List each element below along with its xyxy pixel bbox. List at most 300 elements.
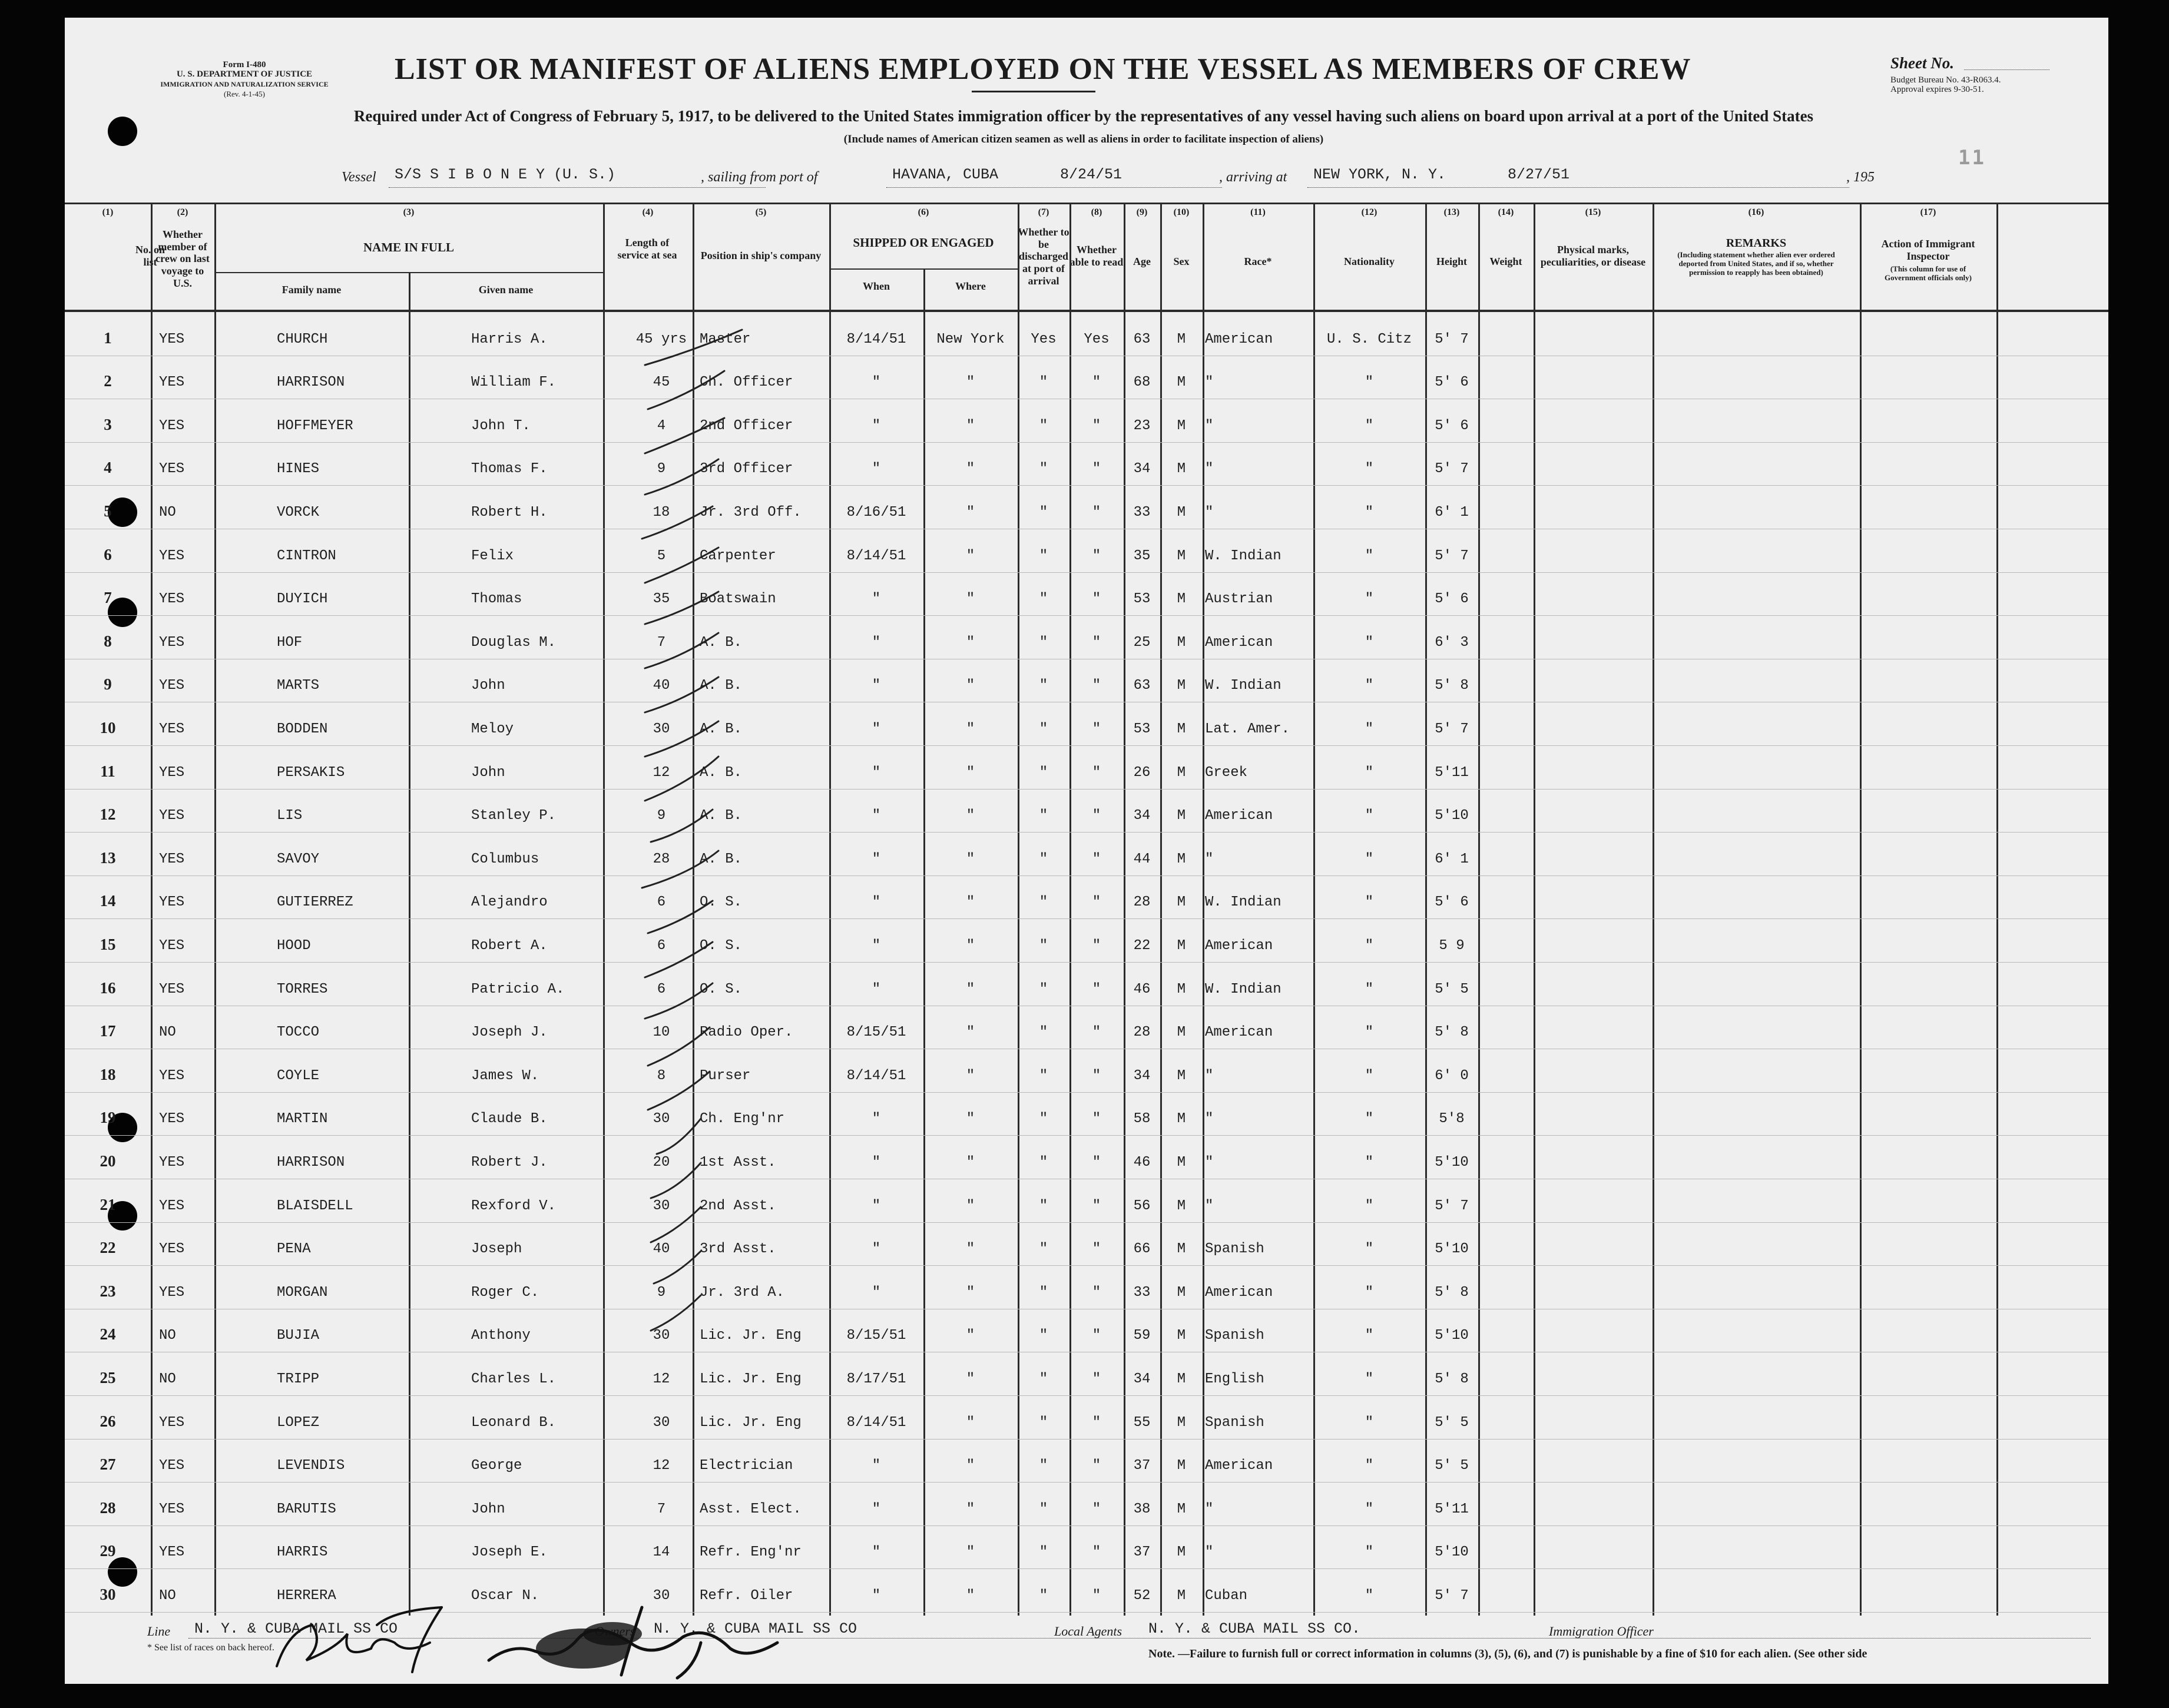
cell-nat: " — [1365, 504, 1374, 520]
cell-no: 5 — [104, 502, 112, 520]
cell-race: American — [1205, 331, 1273, 347]
cell-read: " — [1092, 1198, 1101, 1214]
cell-given: Leonard B. — [471, 1414, 557, 1431]
cell-when: " — [872, 461, 881, 477]
cell-age: 34 — [1133, 1371, 1151, 1387]
cell-sex: M — [1177, 678, 1186, 694]
footer-owners-value: N. Y. & CUBA MAIL SS CO — [654, 1620, 857, 1637]
cell-disch: " — [1039, 634, 1048, 651]
cell-race: American — [1205, 1284, 1273, 1301]
header-given-name: Given name — [478, 284, 534, 296]
col-num: (3) — [403, 207, 415, 217]
cell-when: 8/15/51 — [846, 1328, 906, 1344]
cell-family: HARRISON — [277, 374, 345, 391]
cell-nat: " — [1365, 548, 1374, 564]
subtitle: Required under Act of Congress of February 5, 1917, to be delivered to the United States immigration officer by the representatives of any vessel having such aliens on board upon arrival at a port of the United States — [353, 107, 1814, 125]
cell-height: 5' 6 — [1435, 417, 1469, 434]
cell-no: 2 — [104, 372, 112, 390]
cell-disch: " — [1039, 1024, 1048, 1041]
cell-sex: M — [1177, 1284, 1186, 1301]
footer-line-label: Line — [147, 1624, 171, 1639]
cell-disch: " — [1039, 461, 1048, 477]
header-remarks: REMARKS — [1726, 237, 1787, 250]
cell-read: " — [1092, 417, 1101, 434]
cell-age: 22 — [1133, 937, 1151, 954]
cell-position: O. S. — [700, 894, 743, 911]
cell-when: " — [872, 1284, 881, 1301]
cell-height: 5'10 — [1435, 1154, 1469, 1170]
cell-race: " — [1205, 417, 1214, 434]
department: U. S. DEPARTMENT OF JUSTICE — [176, 69, 313, 79]
cell-service: 12 — [653, 1458, 670, 1474]
cell-where: " — [966, 591, 975, 608]
cell-position: Master — [700, 331, 751, 347]
cell-member: YES — [159, 374, 185, 391]
cell-where: " — [966, 1371, 975, 1387]
cell-no: 22 — [100, 1239, 116, 1257]
cell-family: LOPEZ — [277, 1414, 320, 1431]
cell-family: HERRERA — [277, 1587, 336, 1604]
cell-height: 5' 6 — [1435, 591, 1469, 608]
cell-height: 5' 7 — [1435, 331, 1469, 347]
cell-member: YES — [159, 1198, 185, 1214]
cell-age: 55 — [1133, 1414, 1151, 1431]
cell-service: 30 — [653, 1328, 670, 1344]
cell-sex: M — [1177, 981, 1186, 997]
cell-nat: " — [1365, 1284, 1374, 1301]
cell-sex: M — [1177, 548, 1186, 564]
cell-service: 30 — [653, 1111, 670, 1127]
cell-race: W. Indian — [1205, 678, 1281, 694]
cell-no: 9 — [104, 675, 112, 694]
cell-read: " — [1092, 1284, 1101, 1301]
cell-where: " — [966, 808, 975, 824]
cell-nat: " — [1365, 851, 1374, 867]
cell-member: YES — [159, 1501, 185, 1517]
cell-race: Lat. Amer. — [1205, 721, 1290, 737]
cell-given: Columbus — [471, 851, 539, 867]
cell-no: 6 — [104, 545, 112, 563]
cell-given: James W. — [471, 1067, 539, 1084]
cell-read: " — [1092, 1501, 1101, 1517]
header-race: Race* — [1244, 256, 1272, 267]
cell-race: " — [1205, 1501, 1214, 1517]
cell-when: " — [872, 1458, 881, 1474]
cell-when: " — [872, 894, 881, 911]
cell-where: " — [966, 1067, 975, 1084]
cell-where: " — [966, 1328, 975, 1344]
cell-read: " — [1092, 461, 1101, 477]
cell-race: " — [1205, 504, 1214, 520]
cell-given: John T. — [471, 417, 531, 434]
cell-sex: M — [1177, 937, 1186, 954]
from-port: HAVANA, CUBA — [892, 166, 999, 183]
header-no-on-list: No. on list — [135, 244, 165, 268]
cell-service: 28 — [653, 851, 670, 867]
cell-given: Felix — [471, 548, 514, 564]
cell-race: " — [1205, 1198, 1214, 1214]
cell-member: YES — [159, 1458, 185, 1474]
arrive-date: 8/27/51 — [1508, 166, 1570, 183]
cell-read: " — [1092, 504, 1101, 520]
cell-position: A. B. — [700, 764, 743, 781]
cell-no: 21 — [100, 1195, 116, 1213]
cell-position: A. B. — [700, 678, 743, 694]
header-weight: Weight — [1489, 256, 1522, 267]
cell-nat: " — [1365, 634, 1374, 651]
to-port: NEW YORK, N. Y. — [1313, 166, 1446, 183]
cell-when: " — [872, 1544, 881, 1561]
cell-no: 28 — [100, 1498, 116, 1517]
cell-service: 40 — [653, 1241, 670, 1258]
cell-race: American — [1205, 808, 1273, 824]
cell-where: " — [966, 374, 975, 391]
cell-race: " — [1205, 1111, 1214, 1127]
cell-position: Boatswain — [700, 591, 776, 608]
cell-service: 14 — [653, 1544, 670, 1561]
cell-race: " — [1205, 1154, 1214, 1170]
cell-sex: M — [1177, 417, 1186, 434]
cell-member: YES — [159, 678, 185, 694]
cell-height: 5'10 — [1435, 808, 1469, 824]
cell-when: " — [872, 1241, 881, 1258]
cell-race: American — [1205, 937, 1273, 954]
cell-when: 8/14/51 — [846, 548, 906, 564]
cell-service: 40 — [653, 678, 670, 694]
cell-age: 33 — [1133, 504, 1151, 520]
cell-read: " — [1092, 1154, 1101, 1170]
cell-family: HOFFMEYER — [277, 417, 353, 434]
cell-where: " — [966, 678, 975, 694]
cell-height: 5'10 — [1435, 1544, 1469, 1561]
cell-nat: " — [1365, 1154, 1374, 1170]
cell-given: Joseph E. — [471, 1544, 548, 1561]
cell-given: Patricio A. — [471, 981, 565, 997]
cell-age: 34 — [1133, 808, 1151, 824]
cell-disch: " — [1039, 1501, 1048, 1517]
vessel-name: S/S S I B O N E Y (U. S.) — [395, 166, 616, 183]
cell-position: A. B. — [700, 808, 743, 824]
header-action-note: (This column for use of Government officials only) — [1884, 264, 1972, 282]
cell-age: 23 — [1133, 417, 1151, 434]
cell-given: Robert A. — [471, 937, 548, 954]
cell-where: " — [966, 1587, 975, 1604]
cell-family: MORGAN — [277, 1284, 328, 1301]
cell-when: 8/14/51 — [846, 1067, 906, 1084]
cell-read: " — [1092, 1111, 1101, 1127]
cell-age: 58 — [1133, 1111, 1151, 1127]
cell-read: " — [1092, 1067, 1101, 1084]
col-num: (6) — [918, 207, 929, 217]
col-num: (16) — [1748, 207, 1764, 217]
cell-height: 5' 8 — [1435, 1024, 1469, 1041]
cell-nat: " — [1365, 808, 1374, 824]
cell-no: 17 — [100, 1022, 116, 1040]
cell-position: Refr. Oiler — [700, 1587, 793, 1604]
cell-sex: M — [1177, 374, 1186, 391]
cell-where: " — [966, 851, 975, 867]
cell-nat: " — [1365, 1458, 1374, 1474]
cell-family: HARRISON — [277, 1154, 345, 1170]
cell-family: BARUTIS — [277, 1501, 336, 1517]
cell-given: Robert J. — [471, 1154, 548, 1170]
cell-height: 5' 6 — [1435, 894, 1469, 911]
cell-when: " — [872, 981, 881, 997]
cell-member: YES — [159, 1241, 185, 1258]
cell-member: YES — [159, 851, 185, 867]
cell-position: A. B. — [700, 851, 743, 867]
cell-where: " — [966, 764, 975, 781]
cell-given: Stanley P. — [471, 808, 557, 824]
col-num: (15) — [1585, 207, 1601, 217]
cell-position: Lic. Jr. Eng — [700, 1328, 802, 1344]
cell-age: 26 — [1133, 764, 1151, 781]
cell-where: " — [966, 1414, 975, 1431]
cell-height: 5'11 — [1435, 1501, 1469, 1517]
cell-disch: " — [1039, 808, 1048, 824]
cell-service: 30 — [653, 1198, 670, 1214]
cell-race: Spanish — [1205, 1414, 1264, 1431]
cell-when: " — [872, 808, 881, 824]
cell-when: " — [872, 634, 881, 651]
cell-family: COYLE — [277, 1067, 320, 1084]
cell-sex: M — [1177, 1024, 1186, 1041]
cell-where: " — [966, 634, 975, 651]
cell-when: " — [872, 1587, 881, 1604]
subnote: (Include names of American citizen seamen as well as aliens in order to facilitate inspection of aliens) — [843, 133, 1324, 145]
cell-member: NO — [159, 1328, 176, 1344]
cell-position: Jr. 3rd A. — [700, 1284, 785, 1301]
cell-race: Spanish — [1205, 1328, 1264, 1344]
cell-member: YES — [159, 808, 185, 824]
footer-officer-label: Immigration Officer — [1549, 1624, 1654, 1639]
cell-nat: " — [1365, 1198, 1374, 1214]
cell-given: William F. — [471, 374, 557, 391]
year-label: , 195 — [1846, 170, 1875, 185]
cell-family: TOCCO — [277, 1024, 320, 1041]
cell-nat: " — [1365, 1544, 1374, 1561]
cell-member: YES — [159, 331, 185, 347]
cell-service: 20 — [653, 1154, 670, 1170]
sailing-label: , sailing from port of — [701, 170, 818, 185]
cell-member: YES — [159, 764, 185, 781]
header-sex: Sex — [1173, 256, 1190, 267]
cell-where: " — [966, 981, 975, 997]
cell-disch: " — [1039, 937, 1048, 954]
cell-no: 16 — [100, 979, 116, 997]
cell-when: " — [872, 374, 881, 391]
cell-family: BLAISDELL — [277, 1198, 353, 1214]
cell-member: YES — [159, 1414, 185, 1431]
col-num: (8) — [1091, 207, 1102, 217]
cell-given: George — [471, 1458, 522, 1474]
cell-given: Alejandro — [471, 894, 548, 911]
cell-service: 8 — [657, 1067, 666, 1084]
footer-agents-value: N. Y. & CUBA MAIL SS CO. — [1148, 1620, 1361, 1637]
cell-position: Jr. 3rd Off. — [700, 504, 802, 520]
service: IMMIGRATION AND NATURALIZATION SERVICE — [160, 80, 329, 88]
cell-given: Rexford V. — [471, 1198, 557, 1214]
cell-sex: M — [1177, 1111, 1186, 1127]
cell-no: 1 — [104, 329, 112, 347]
cell-read: " — [1092, 1587, 1101, 1604]
cell-disch: " — [1039, 1198, 1048, 1214]
cell-member: YES — [159, 548, 185, 564]
cell-age: 59 — [1133, 1328, 1151, 1344]
cell-family: CINTRON — [277, 548, 336, 564]
cell-when: " — [872, 591, 881, 608]
cell-sex: M — [1177, 331, 1186, 347]
cell-sex: M — [1177, 1544, 1186, 1561]
cell-no: 20 — [100, 1152, 116, 1170]
cell-service: 6 — [657, 894, 666, 911]
cell-nat: " — [1365, 417, 1374, 434]
header-where: Where — [955, 280, 986, 292]
cell-read: " — [1092, 678, 1101, 694]
col-num: (11) — [1250, 207, 1266, 217]
cell-family: HOOD — [277, 937, 311, 954]
cell-member: YES — [159, 1284, 185, 1301]
cell-no: 29 — [100, 1542, 116, 1560]
col-num: (5) — [755, 207, 767, 217]
cell-given: John — [471, 678, 505, 694]
header-name-in-full: NAME IN FULL — [363, 240, 454, 254]
header-action: Action of Immigrant Inspector — [1881, 238, 1975, 262]
cell-no: 27 — [100, 1455, 116, 1474]
cell-sex: M — [1177, 851, 1186, 867]
cell-family: PERSAKIS — [277, 764, 345, 781]
cell-age: 63 — [1133, 331, 1151, 347]
footer-races-note: * See list of races on back hereof. — [147, 1643, 274, 1653]
cell-nat: " — [1365, 374, 1374, 391]
cell-position: O. S. — [700, 937, 743, 954]
form-number: Form I-480 — [223, 60, 266, 69]
cell-read: " — [1092, 1024, 1101, 1041]
cell-height: 5' 8 — [1435, 1371, 1469, 1387]
cell-read: " — [1092, 937, 1101, 954]
page-number: 11 — [1958, 146, 1986, 170]
cell-family: TORRES — [277, 981, 328, 997]
cell-position: 2nd Officer — [700, 417, 793, 434]
cell-no: 15 — [100, 935, 116, 953]
cell-nat: " — [1365, 1067, 1374, 1084]
cell-service: 12 — [653, 764, 670, 781]
cell-race: " — [1205, 374, 1214, 391]
cell-race: W. Indian — [1205, 894, 1281, 911]
footer-note-label: Note. — [1148, 1647, 1175, 1660]
cell-nat: " — [1365, 894, 1374, 911]
cell-service: 30 — [653, 721, 670, 737]
cell-age: 25 — [1133, 634, 1151, 651]
cell-read: " — [1092, 808, 1101, 824]
cell-given: Meloy — [471, 721, 514, 737]
cell-sex: M — [1177, 504, 1186, 520]
cell-nat: " — [1365, 1371, 1374, 1387]
col-num: (17) — [1920, 207, 1936, 217]
cell-disch: " — [1039, 417, 1048, 434]
header-position: Position in ship's company — [700, 250, 822, 261]
footer-agents-label: Local Agents — [1054, 1624, 1122, 1639]
cell-read: " — [1092, 634, 1101, 651]
cell-where: " — [966, 1501, 975, 1517]
cell-height: 5' 7 — [1435, 1198, 1469, 1214]
cell-when: " — [872, 764, 881, 781]
cell-family: SAVOY — [277, 851, 320, 867]
cell-height: 6' 1 — [1435, 504, 1469, 520]
cell-where: " — [966, 721, 975, 737]
cell-given: Harris A. — [471, 331, 548, 347]
cell-read: " — [1092, 374, 1101, 391]
cell-where: " — [966, 1284, 975, 1301]
cell-race: Spanish — [1205, 1241, 1264, 1258]
cell-family: CHURCH — [277, 331, 328, 347]
handwritten-signature — [65, 18, 2108, 1684]
cell-service: 9 — [657, 808, 666, 824]
cell-nat: " — [1365, 1111, 1374, 1127]
header-family-name: Family name — [282, 284, 342, 296]
cell-disch: " — [1039, 764, 1048, 781]
cell-where: " — [966, 1241, 975, 1258]
cell-no: 24 — [100, 1325, 116, 1344]
page-title: LIST OR MANIFEST OF ALIENS EMPLOYED ON THE VESSEL AS MEMBERS OF CREW — [395, 52, 1691, 86]
cell-family: DUYICH — [277, 591, 328, 608]
cell-height: 5'10 — [1435, 1328, 1469, 1344]
cell-member: NO — [159, 504, 176, 520]
cell-family: TRIPP — [277, 1371, 320, 1387]
cell-nat: " — [1365, 1587, 1374, 1604]
cell-height: 5' 5 — [1435, 981, 1469, 997]
cell-disch: " — [1039, 548, 1048, 564]
cell-family: HINES — [277, 461, 320, 477]
sheet-label: Sheet No. — [1890, 54, 1954, 72]
cell-age: 63 — [1133, 678, 1151, 694]
cell-when: 8/15/51 — [846, 1024, 906, 1041]
cell-nat: " — [1365, 721, 1374, 737]
cell-family: MARTS — [277, 678, 320, 694]
cell-when: 8/14/51 — [846, 1414, 906, 1431]
cell-position: Radio Oper. — [700, 1024, 793, 1041]
cell-member: YES — [159, 721, 185, 737]
cell-race: American — [1205, 1458, 1273, 1474]
cell-read: " — [1092, 721, 1101, 737]
cell-height: 6' 1 — [1435, 851, 1469, 867]
vessel-label: Vessel — [342, 170, 376, 185]
cell-no: 23 — [100, 1282, 116, 1300]
cell-no: 10 — [100, 718, 116, 737]
cell-disch: " — [1039, 894, 1048, 911]
cell-position: A. B. — [700, 634, 743, 651]
cell-height: 5' 7 — [1435, 721, 1469, 737]
cell-service: 18 — [653, 504, 670, 520]
cell-sex: M — [1177, 894, 1186, 911]
cell-family: LIS — [277, 808, 303, 824]
cell-given: Oscar N. — [471, 1587, 539, 1604]
cell-height: 5' 5 — [1435, 1414, 1469, 1431]
cell-member: YES — [159, 634, 185, 651]
cell-age: 68 — [1133, 374, 1151, 391]
cell-height: 5' 6 — [1435, 374, 1469, 391]
cell-given: Claude B. — [471, 1111, 548, 1127]
col-num: (1) — [102, 207, 114, 217]
cell-when: " — [872, 1111, 881, 1127]
cell-disch: " — [1039, 374, 1048, 391]
cell-sex: M — [1177, 764, 1186, 781]
cell-service: 7 — [657, 1501, 666, 1517]
cell-race: American — [1205, 634, 1273, 651]
cell-disch: " — [1039, 1414, 1048, 1431]
cell-disch: " — [1039, 851, 1048, 867]
budget-bureau: Budget Bureau No. 43-R063.4. — [1890, 75, 2001, 85]
